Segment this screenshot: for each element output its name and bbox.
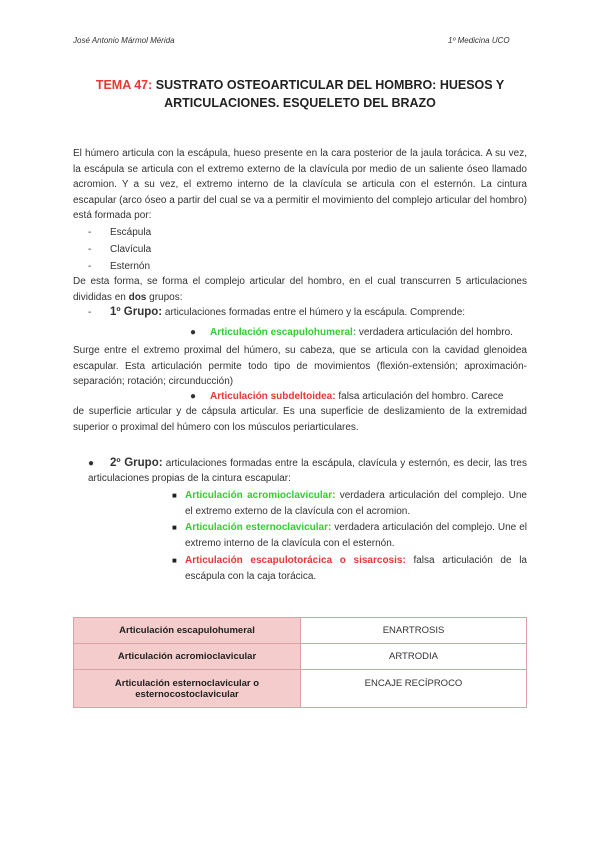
item-escapulohumeral-name: Articulación escapulohumeral: (210, 327, 357, 338)
group1-heading: - 1º Grupo: articulaciones formadas entre el húmero y la escápula. Comprende: (88, 306, 466, 318)
group2-item-esternoclavicular (185, 520, 527, 551)
joints-table (73, 617, 527, 708)
bone-name: Esternón (110, 261, 151, 272)
item-acromioclavicular-name: Articulación acromioclavicular: (185, 490, 336, 501)
item-escapulohumeral-text: verdadera articulación del hombro. (356, 327, 513, 338)
group2-heading: ● 2º Grupo: articulaciones formadas entre la escápula, clavícula y esternón, es decir, las tres articulaciones propias de la cintura escapular: (88, 457, 527, 484)
table-joint-cell: Articulación escapulohumeral (74, 618, 301, 644)
item-escapulohumeral-desc: Surge entre el extremo proximal del húmero, su cabeza, que se articula con la cavidad glenoidea escapular. Esta articulación permite todo tipo de movimientos (flexión-extensión; aproximación-separación; rotación; circunducción) (73, 345, 527, 388)
bone-list-item: - Clavícula (88, 244, 152, 255)
page-title (72, 76, 528, 112)
group2-text: articulaciones formadas entre la escápula, clavícula y esternón, es decir, las tres articulaciones propias de la cintura escapular: (88, 458, 527, 484)
group1-label: 1º Grupo: (110, 306, 163, 318)
bone-name: Clavícula (110, 244, 152, 255)
bone-name: Escápula (110, 227, 152, 238)
item-esternoclavicular-name: Articulación esternoclavicular: (185, 522, 332, 533)
table-type-cell: ENCAJE RECÍPROCO (301, 670, 527, 708)
complex-text-end: grupos: (146, 291, 183, 303)
complex-paragraph (73, 274, 527, 305)
complex-bold: dos (128, 291, 147, 303)
group1-item2: ● Articulación subdeltoidea: falsa articulación del hombro. Carece (190, 391, 504, 402)
item-escapulotoracica-name: Articulación escapulotorácica o sisarcosis: (185, 555, 406, 566)
group1-text: articulaciones formadas entre el húmero y la escápula. Comprende: (162, 307, 466, 318)
bone-list-item: - Escápula (88, 227, 152, 238)
intro-paragraph: El húmero articula con la escápula, hueso presente en la cara posterior de la jaula torácica. A su vez, la escápula se articula con el extremo externo de la clavícula por medio de un saliente óseo llamado acromion. Y a su vez, el extremo interno de la clavícula se articula con el esternón. La cintura escapular (arco óseo a partir del cual se va a permitir el movimiento del complejo articular del hombro) está formada por: (73, 148, 527, 222)
group2-label: 2º Grupo: (110, 457, 163, 469)
item-subdeltoidea-desc: de superficie articular y de cápsula articular. Es una superficie de deslizamiento de la extremidad superior o proximal del húmero con los músculos periarticulares. (73, 406, 527, 433)
header-author: José Antonio Mármol Mérida (73, 36, 175, 45)
table-row (74, 670, 527, 708)
table-type-cell: ENARTROSIS (301, 618, 527, 644)
item-escapulotoracica-text: falsa articulación de la escápula con la caja torácica. (185, 555, 527, 582)
title-line2: ARTICULACIONES. ESQUELETO DEL BRAZO (164, 96, 436, 110)
table-row (74, 644, 527, 670)
title-line1: SUSTRATO OSTEOARTICULAR DEL HOMBRO: HUESOS Y (152, 78, 505, 92)
group2-item-escapulotoracica (185, 553, 527, 584)
table-joint-cell: Articulación esternoclavicular o esternocostoclavicular (74, 670, 301, 708)
table-row (74, 618, 527, 644)
item-acromioclavicular-text: verdadera articulación del complejo. Une el extremo externo de la clavícula con el acromion. (185, 490, 527, 517)
table-joint-cell: Articulación acromioclavicular (74, 644, 301, 670)
table-type-cell: ARTRODIA (301, 644, 527, 670)
square-bullet: ■ (172, 556, 177, 565)
group1-item1: ● Articulación escapulohumeral: verdadera articulación del hombro. (190, 327, 513, 338)
item-subdeltoidea-name: Articulación subdeltoidea: (210, 391, 336, 402)
item-subdeltoidea-text: falsa articulación del hombro. Carece (335, 391, 504, 402)
square-bullet: ■ (172, 523, 177, 532)
header-course: 1º Medicina UCO (448, 36, 510, 45)
square-bullet: ■ (172, 491, 177, 500)
bone-list-item: - Esternón (88, 261, 151, 272)
item-esternoclavicular-text: verdadera articulación del complejo. Une el extremo interno de la clavícula con el esternón. (185, 522, 527, 549)
group2-item-acromioclavicular (185, 488, 527, 519)
title-prefix: TEMA 47: (95, 78, 153, 92)
complex-text: De esta forma, se forma el complejo articular del hombro, en el cual transcurren 5 articulaciones divididas en (73, 276, 527, 303)
